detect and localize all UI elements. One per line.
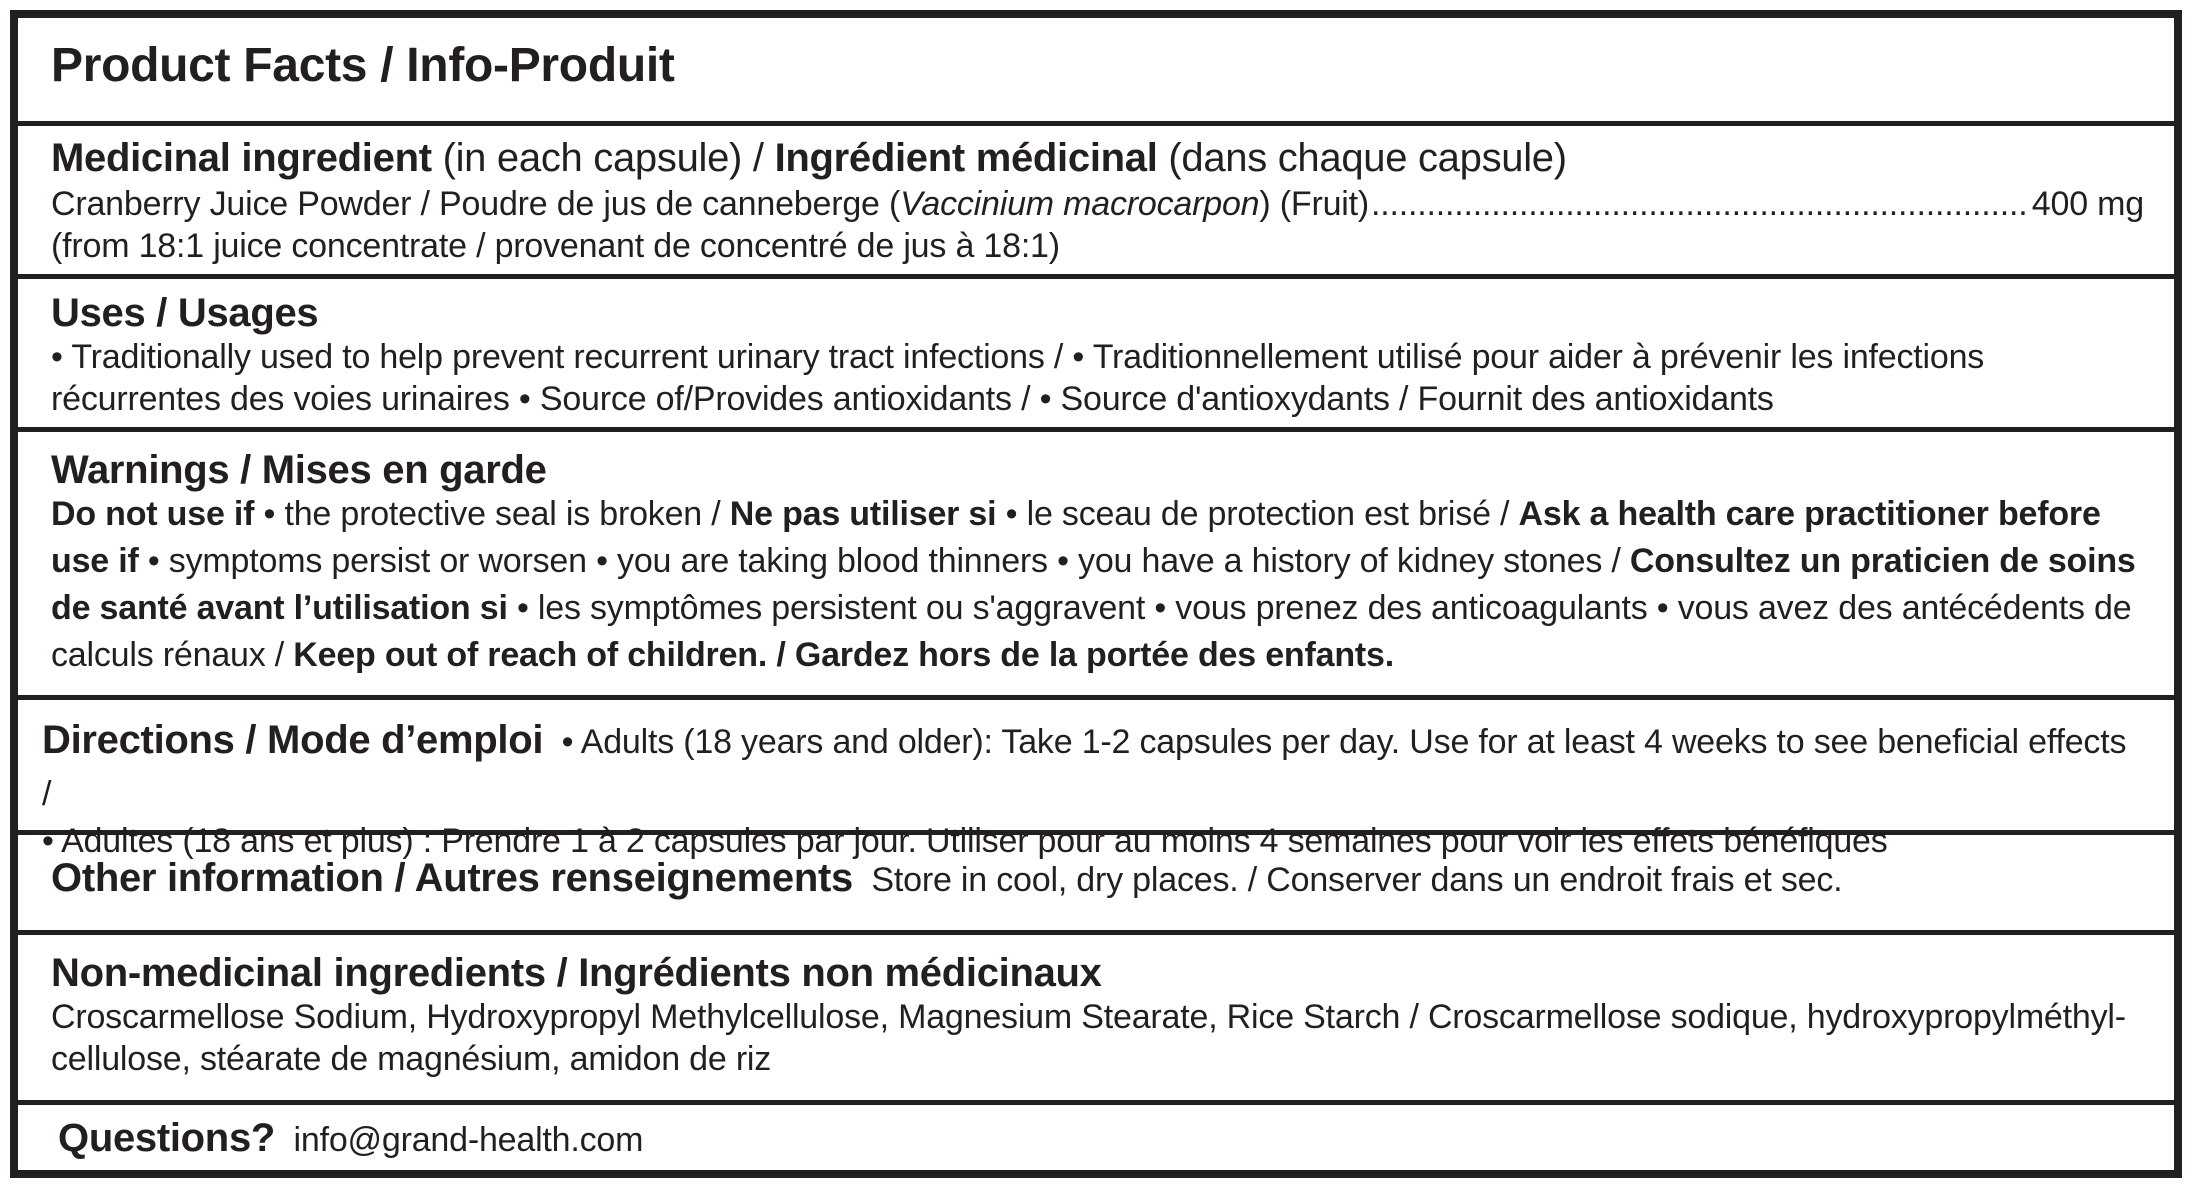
directions-line-1 xyxy=(42,714,2144,820)
label-title: Product Facts / Info-Produit xyxy=(51,39,675,92)
medicinal-heading-fr-note: (dans chaque capsule) xyxy=(1168,136,1567,180)
medicinal-section xyxy=(18,126,2174,279)
medicinal-heading-en: Medicinal ingredient xyxy=(51,136,432,180)
medicinal-heading-fr: Ingrédient médicinal xyxy=(774,136,1158,180)
do-not-use-en: Do not use if xyxy=(51,495,255,533)
uses-heading: Uses / Usages xyxy=(51,291,319,335)
questions-section xyxy=(18,1105,2174,1170)
non-medicinal-line-2: cellulose, stéarate de magnésium, amidon de riz xyxy=(51,1040,772,1078)
warnings-text xyxy=(51,491,2144,679)
ingredient-amount: 400 mg xyxy=(2031,185,2144,223)
ask-practitioner-en: Ask a health care practitioner before use if xyxy=(51,495,2101,580)
title-section xyxy=(18,18,2174,126)
conditions-en: • symptoms persist or worsen • you are taking blood thinners • you have a history of kidney stones / xyxy=(138,542,1630,580)
directions-text-fr: • Adultes (18 ans et plus) : Prendre 1 à 2 capsules par jour. Utiliser pour au moins 4 semaines pour voir les effets bénéfiques xyxy=(42,822,1888,860)
uses-line-1: • Traditionally used to help prevent recurrent urinary tract infections / • Traditionnellement utilisé pour aider à prévenir les infections xyxy=(51,338,1985,376)
ingredient-prefix: Cranberry Juice Powder / Poudre de jus de canneberge ( xyxy=(51,185,901,223)
ingredient-latin-name: Vaccinium macrocarpon xyxy=(900,185,1260,223)
questions-label: Questions? xyxy=(58,1116,276,1160)
uses-section xyxy=(18,279,2174,432)
directions-section xyxy=(18,700,2174,860)
other-info-section xyxy=(18,835,2174,935)
warnings-section xyxy=(18,432,2174,700)
directions-heading: Directions / Mode d’emploi xyxy=(42,718,544,762)
non-medicinal-heading: Non-medicinal ingredients / Ingrédients non médicinaux xyxy=(51,951,1102,995)
ingredient-source: (from 18:1 juice concentrate / provenant de concentré de jus à 18:1) xyxy=(51,227,1060,265)
dot-leader xyxy=(1371,183,2026,225)
other-info-heading: Other information / Autres renseignements xyxy=(51,856,853,900)
medicinal-heading xyxy=(51,136,2144,181)
directions-text-en: • Adults (18 years and older): Take 1-2 capsules per day. Use for at least 4 weeks to see beneficial effects / xyxy=(42,723,2127,813)
conditions-fr: • les symptômes persistent ou s'aggravent • vous prenez des anticoagulants • vous avez des antécédents de calculs rénaux / xyxy=(51,589,2132,674)
uses-line-2: récurrentes des voies urinaires • Source of/Provides antioxidants / • Source d'antioxydants / Fournit des antioxidants xyxy=(51,380,1774,418)
ingredient-row xyxy=(51,183,2144,225)
product-facts-label xyxy=(10,10,2182,1178)
seal-warning-fr: • le sceau de protection est brisé / xyxy=(996,495,1519,533)
medicinal-heading-separator: / xyxy=(752,136,764,180)
questions-line xyxy=(58,1117,2144,1161)
contact-email[interactable]: info@grand-health.com xyxy=(293,1121,644,1159)
seal-warning-en: • the protective seal is broken / xyxy=(254,495,730,533)
ingredient-suffix: ) (Fruit) xyxy=(1259,185,1370,223)
medicinal-heading-en-note: (in each capsule) xyxy=(442,136,743,180)
non-medicinal-section xyxy=(18,935,2174,1105)
other-info-text: Store in cool, dry places. / Conserver dans un endroit frais et sec. xyxy=(871,861,1843,899)
ask-practitioner-fr: Consultez un praticien de soins de santé avant l’utilisation si xyxy=(51,542,2136,627)
other-info-line xyxy=(51,857,2144,901)
do-not-use-fr: Ne pas utiliser si xyxy=(729,495,997,533)
keep-out-of-reach: Keep out of reach of children. / Gardez hors de la portée des enfants. xyxy=(293,636,1394,674)
non-medicinal-line-1: Croscarmellose Sodium, Hydroxypropyl Methylcellulose, Magnesium Stearate, Rice Starch / Croscarmellose sodique, hydroxypropylméthyl- xyxy=(51,998,2126,1036)
warnings-heading: Warnings / Mises en garde xyxy=(51,448,547,492)
